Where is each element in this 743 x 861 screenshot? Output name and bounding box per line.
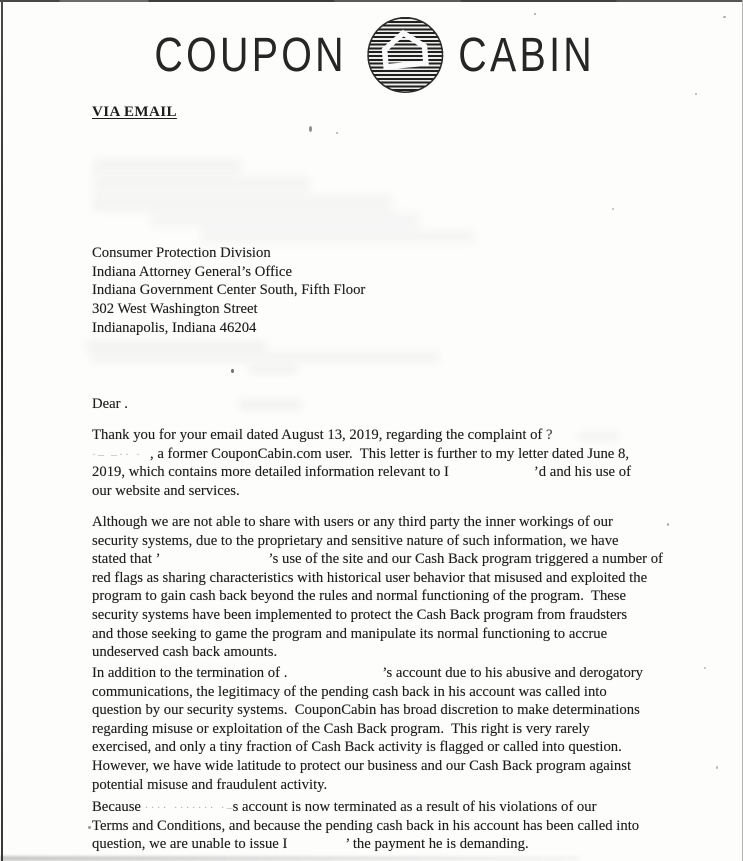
line-text: Because [92,799,145,815]
recipient-address-line: Indiana Attorney General’s Office [92,263,292,280]
body-line: Although we are not able to share with users or any third party the inner workings of our [92,514,613,530]
recipient-address-line: Consumer Protection Division [92,245,271,261]
redaction-gap [449,475,534,476]
body-line [92,464,680,483]
scan-speckle [723,16,726,18]
redaction-smudge [92,194,392,212]
redaction-smudge [90,352,440,363]
line-text: ’d and his use of [533,464,631,481]
body-line: However, we have wide latitude to protect our business and our Cash Back program against [92,757,632,774]
body-line: and those seeking to game the program and manipulate its normal functioning to accrue [92,625,608,642]
body-line: red flags as sharing characteristics with historical user behavior that misused and exploited the [92,569,648,586]
scan-speckle [336,132,338,134]
body-line: potential misuse and fraudulent activity. [92,776,328,793]
scan-edge-left [1,0,3,861]
line-text: ’ the payment he is demanding. [345,836,529,853]
scan-speckle [667,523,669,526]
body-line [92,446,680,465]
line-text: Thank you for your email dated August 13, 2019, regarding the complaint of [92,427,546,443]
line-text: In addition to the termination of . [92,665,288,681]
body-line [92,551,680,570]
redaction-smudge [92,159,242,174]
redaction-remnant-marks: ···· ······· ·– [144,800,235,814]
redaction-smudge [200,229,475,244]
body-line: security systems, due to the proprietary and sensitive nature of such information, we have [92,532,619,549]
body-line: exercised, and only a tiny fraction of Cash Back activity is flagged or called into question. [92,739,622,756]
scan-speckle [534,13,536,15]
scan-speckle [88,826,91,829]
redaction-smudge [238,399,302,411]
body-line: question by our security systems. CouponCabin has broad discretion to make determinations [92,702,640,719]
body-line: undeserved cash back amounts. [92,644,278,661]
line-text: stated that ’ [92,551,161,568]
redaction-smudge [150,212,420,228]
recipient-address-line: 302 West Washington Street [92,301,258,318]
recipient-address-line: Indiana Government Center South, Fifth Floor [92,282,366,299]
scan-speckle [612,208,614,210]
redaction-smudge [92,176,310,192]
via-email-heading: VIA EMAIL [92,104,177,120]
cabin-logo-icon [367,17,443,93]
body-line [92,836,680,855]
body-line: security systems have been implemented to protect the Cash Back program from fraudsters [92,606,628,623]
recipient-address-block [92,245,365,338]
redaction-smudge [248,366,298,374]
redaction-gap [287,847,345,848]
redaction-remnant-marks: ·– –·· · [92,446,142,461]
redaction-smudge [86,341,266,351]
body-line: communications, the legitimacy of the pending cash back in his account was called into [92,683,607,700]
redacted-remnant: ? [546,427,553,443]
line-text: , a former CouponCabin.com user. This letter is further to my letter dated June 8, [150,445,629,462]
scan-edge-bottom [0,856,580,861]
letterhead-logo [133,14,610,96]
scan-speckle [309,126,312,132]
redaction-gap [161,562,269,563]
paragraph-2 [92,514,680,663]
body-line [92,799,680,818]
scan-speckle [695,93,697,95]
body-line: Terms and Conditions, and because the pending cash back in his account has been called into [92,817,640,834]
line-text: ’s account due to his abusive and derogatory [382,665,644,681]
body-line [92,665,680,684]
scan-speckle [716,766,718,769]
redaction-smudge [578,432,620,441]
scan-speckle [704,667,706,669]
paragraph-3 [92,665,680,795]
body-line: our website and services. [92,482,240,499]
recipient-address-line: Indianapolis, Indiana 46204 [92,319,257,336]
body-line: regarding misuse or exploitation of the Cash Back program. This right is very rarely [92,720,590,737]
line-text: 2019, which contains more detailed information relevant to I [92,464,449,481]
scan-edge-top [0,0,743,2]
brand-text-coupon: COUPON [153,28,347,82]
redaction-gap [287,676,382,677]
line-text: question, we are unable to issue I [92,836,288,853]
scan-speckle [231,369,234,373]
salutation: Dear . [92,396,128,412]
paragraph-4 [92,799,680,855]
brand-text-cabin: CABIN [458,28,596,82]
line-text: ’s use of the site and our Cash Back program triggered a number of [268,551,663,568]
body-line: program to gain cash back beyond the rules and normal functioning of the program. These [92,588,627,605]
line-text: s account is now terminated as a result of his violations of our [232,799,597,815]
